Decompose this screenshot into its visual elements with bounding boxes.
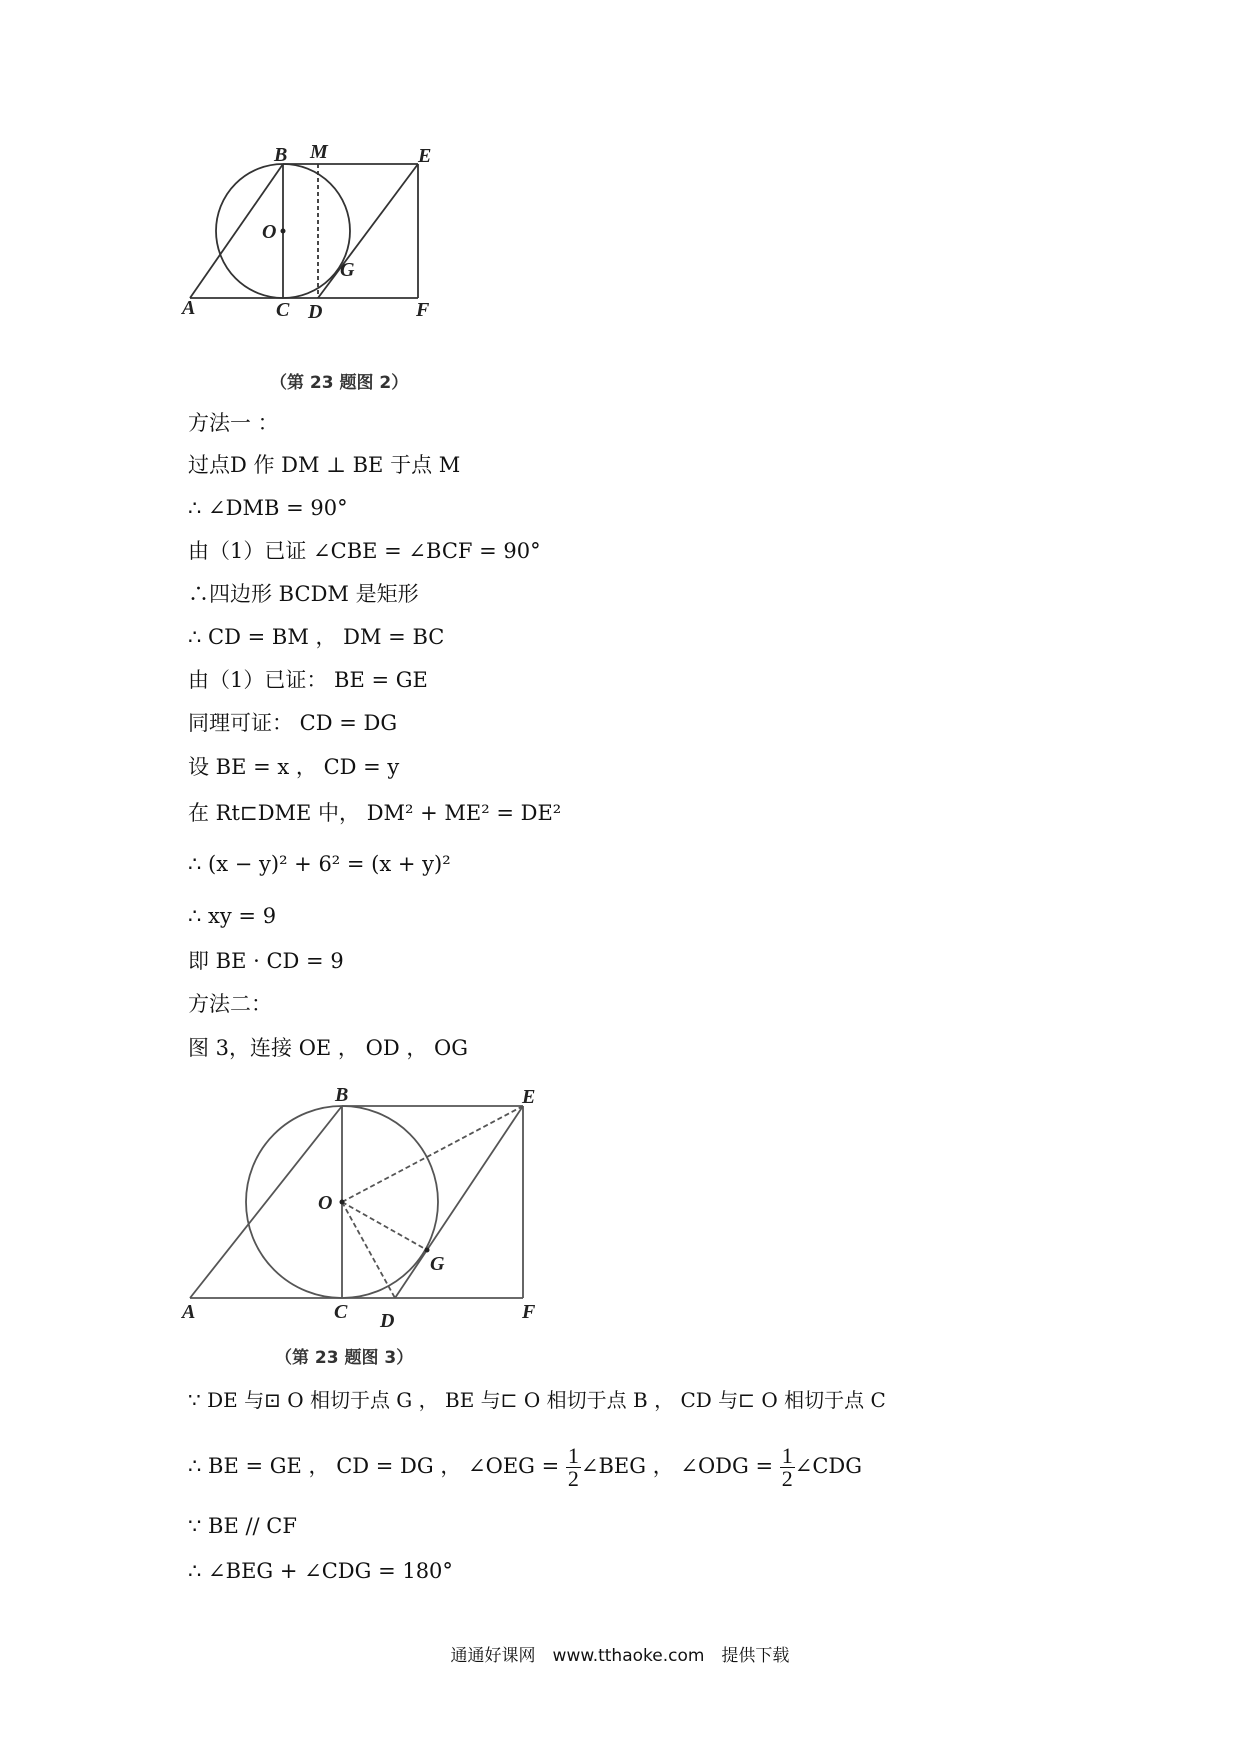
fraction-numerator: 1 — [781, 1443, 793, 1468]
figure-2-diagram — [182, 141, 490, 330]
method1-line: 即 BE · CD = 9 — [188, 949, 344, 973]
method1-line: 设 BE = x ， CD = y — [188, 755, 400, 779]
method2-line: ∵ DE 与⊡ O 相切于点 G ， BE 与⊏ O 相切于点 B ， CD 与⊏ O 相切于点 C — [188, 1388, 886, 1412]
label-d: D — [308, 301, 323, 323]
figure-3-caption: （第 23 题图 3） — [275, 1348, 414, 1368]
label-o: O — [318, 1192, 333, 1214]
label-b: B — [274, 144, 288, 166]
method2-line: ∴ BE = GE ， CD = DG ， ∠OEG = — [188, 1454, 566, 1478]
method2-angle-beg: ∠BEG ， ∠ODG = — [580, 1454, 780, 1478]
figure-2-caption: （第 23 题图 2） — [270, 373, 409, 393]
label-e: E — [418, 145, 432, 167]
method1-title: 方法一 ： — [188, 411, 279, 435]
method2-line-fractions — [188, 1436, 862, 1496]
method2-line: ∴ ∠BEG + ∠CDG = 180° — [188, 1559, 453, 1583]
method1-line: 在 Rt⊏DME 中， DM² + ME² = DE² — [188, 801, 562, 825]
label-g: G — [430, 1253, 445, 1275]
method1-line: ∴四边形 BCDM 是矩形 — [188, 582, 419, 606]
method1-line: ∴ CD = BM ， DM = BC — [188, 625, 445, 649]
segment-oe — [342, 1106, 523, 1202]
segment-ed — [318, 164, 418, 298]
fraction-half — [566, 1445, 581, 1490]
label-c: C — [276, 299, 290, 321]
method1-line: ∴ xy = 9 — [188, 904, 277, 928]
method1-line: 由（1）已证 ∠CBE = ∠BCF = 90° — [188, 539, 541, 563]
method2-intro: 图 3，连接 OE ， OD ， OG — [188, 1036, 469, 1060]
method2-angle-cdg: ∠CDG — [794, 1454, 863, 1478]
label-d: D — [380, 1310, 395, 1332]
label-a: A — [182, 297, 196, 319]
label-b: B — [335, 1084, 349, 1106]
figure-3-diagram — [182, 1084, 550, 1340]
label-o: O — [262, 221, 277, 243]
label-a: A — [182, 1301, 196, 1323]
method1-line: 由（1）已证： BE = GE — [188, 668, 428, 692]
fraction-numerator: 1 — [567, 1443, 579, 1468]
label-c: C — [334, 1301, 348, 1323]
label-f: F — [522, 1301, 536, 1323]
label-e: E — [522, 1086, 536, 1108]
fraction-denominator: 2 — [567, 1466, 579, 1491]
method1-line: ∴ ∠DMB = 90° — [188, 496, 348, 520]
label-m: M — [310, 141, 328, 163]
segment-ed — [395, 1106, 523, 1298]
method2-title: 方法二： — [188, 992, 272, 1016]
label-f: F — [416, 299, 430, 321]
method2-line: ∵ BE // CF — [188, 1514, 297, 1538]
label-g: G — [340, 259, 355, 281]
method1-line: 过点D 作 DM ⊥ BE 于点 M — [188, 453, 461, 477]
figure-3 — [182, 1084, 550, 1340]
fraction-half — [780, 1445, 795, 1490]
method1-line: 同理可证： CD = DG — [188, 711, 398, 735]
figure-2 — [182, 141, 490, 330]
page-footer: 通通好课网 www.tthaoke.com 提供下载 — [450, 1646, 790, 1666]
fraction-denominator: 2 — [781, 1466, 793, 1491]
segment-od — [342, 1202, 395, 1298]
method1-line: ∴ (x − y)² + 6² = (x + y)² — [188, 852, 451, 876]
